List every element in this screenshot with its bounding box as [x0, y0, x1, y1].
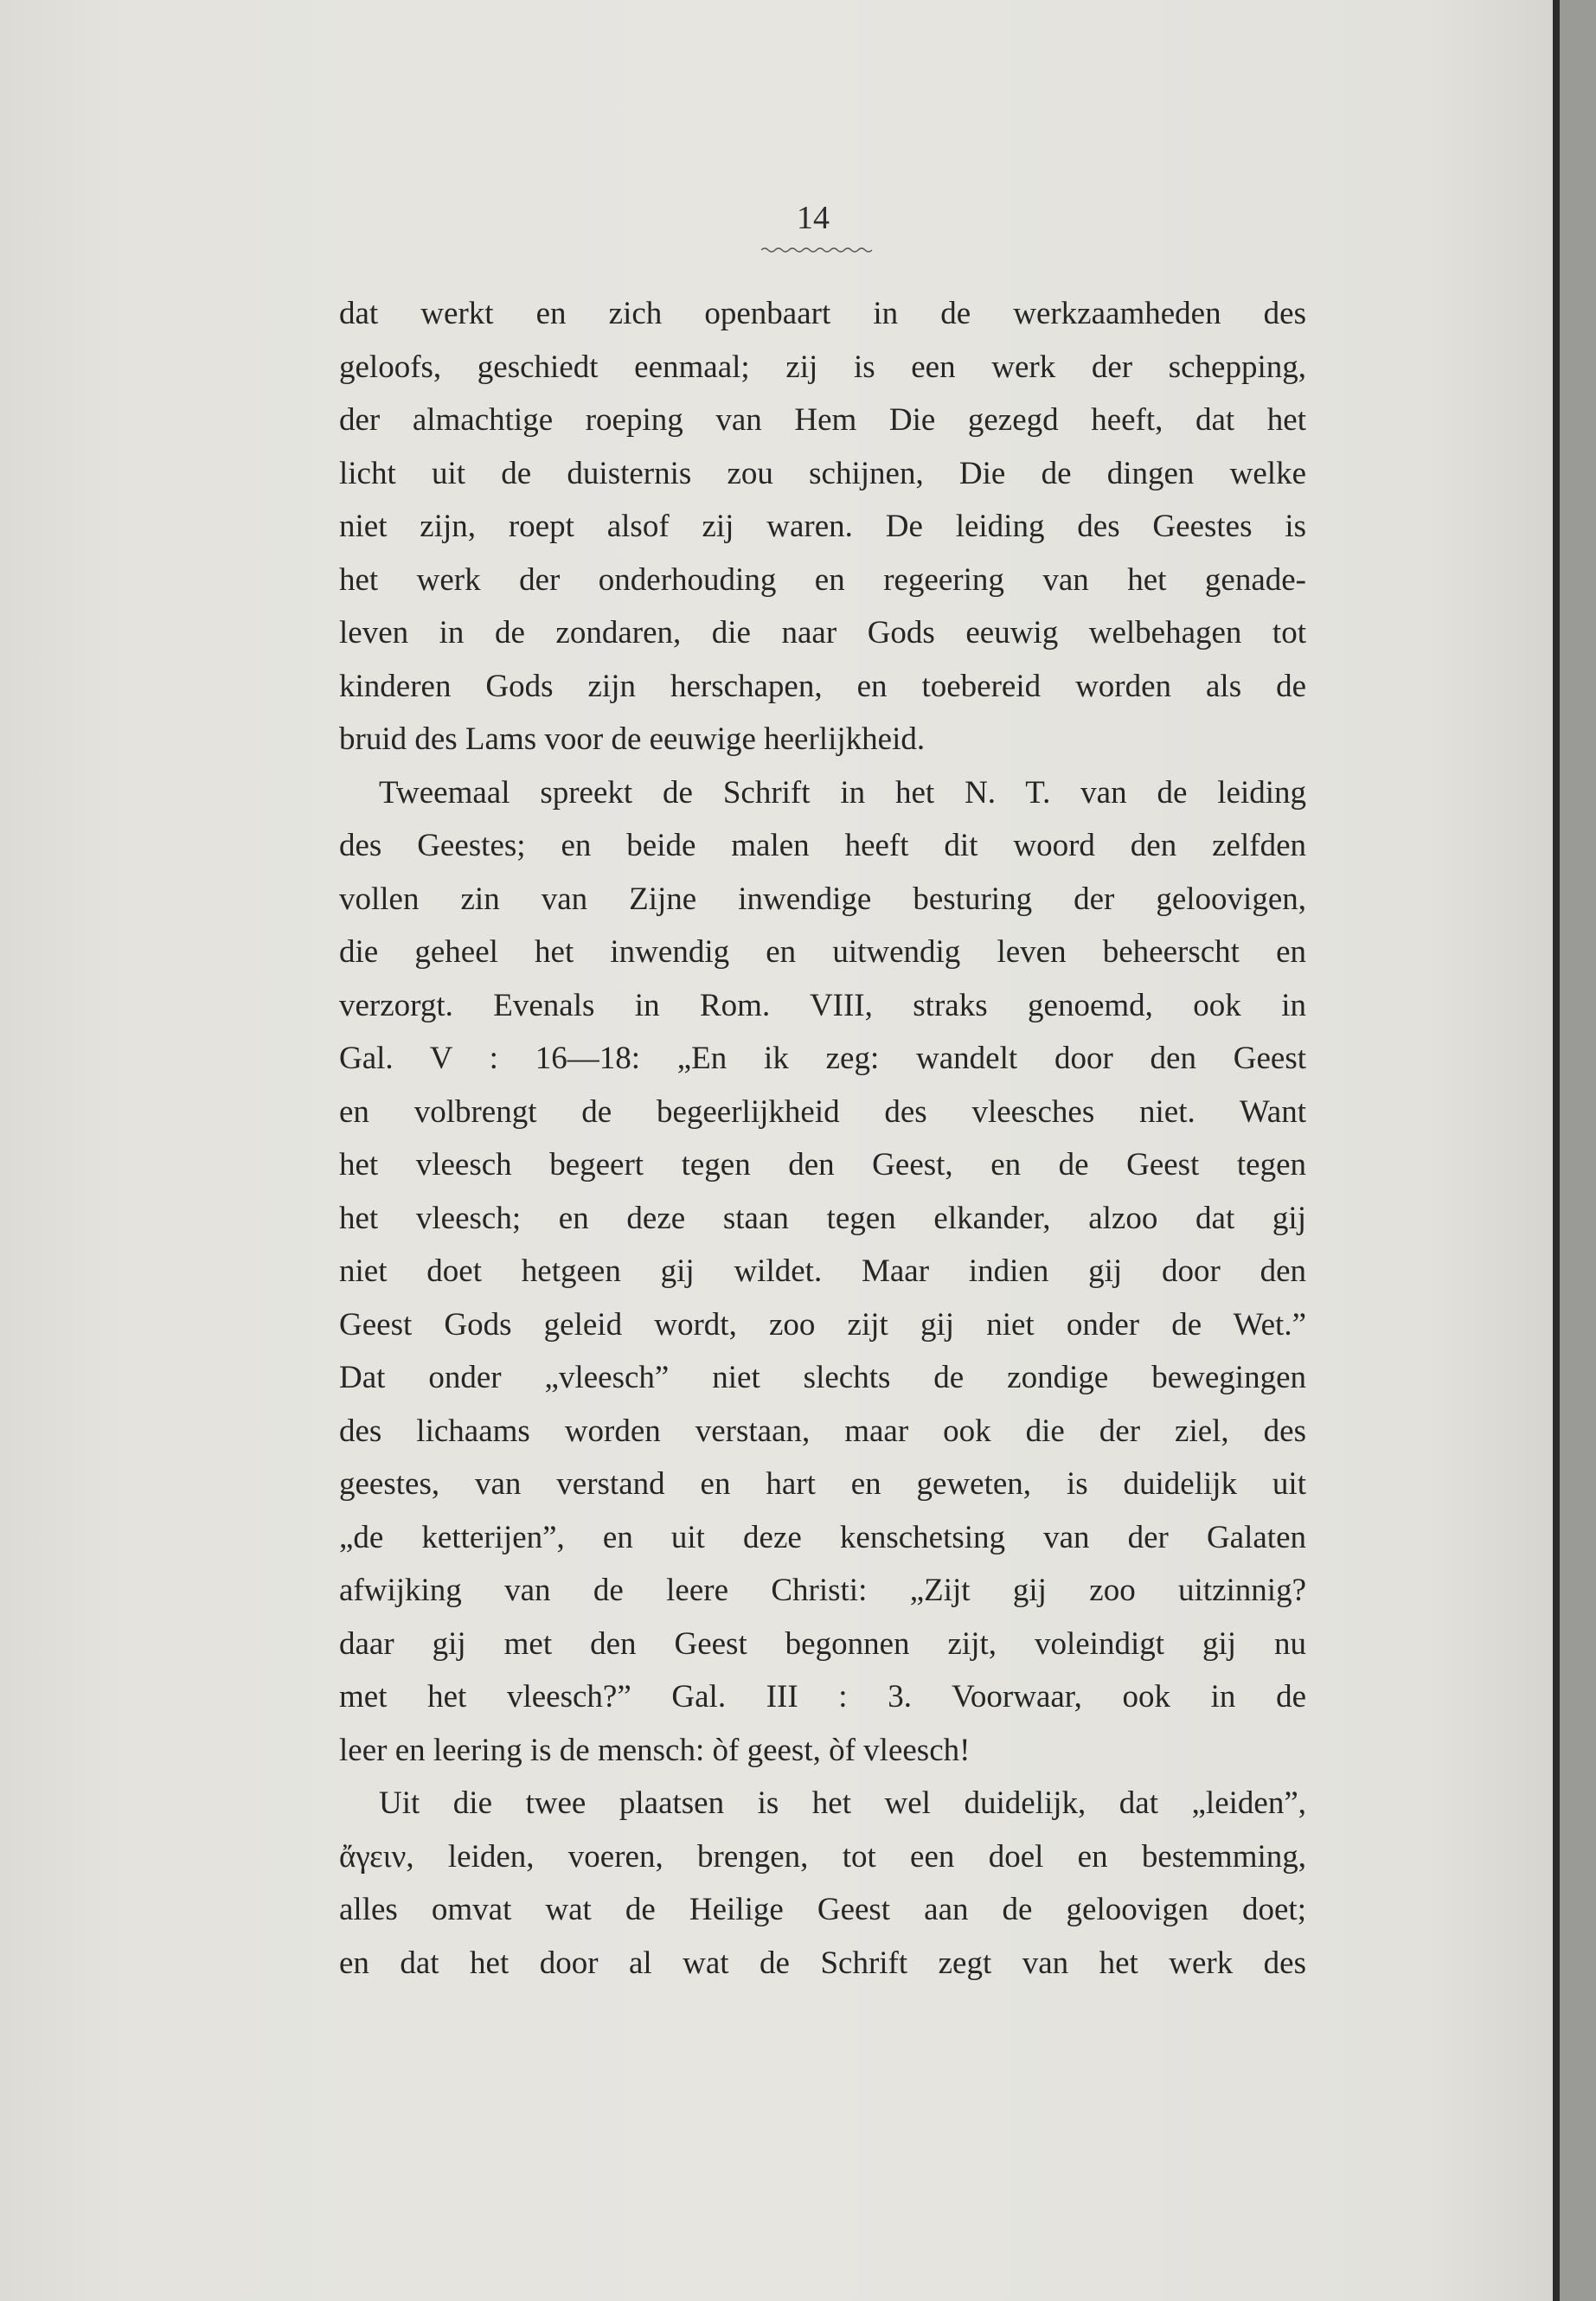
body-text	[339, 287, 1306, 1990]
text-line: Tweemaal spreekt de Schrift in het N. T. van de leiding	[379, 774, 1306, 811]
text-line: die geheel het inwendig en uitwendig leven beheerscht en	[339, 934, 1306, 970]
text-line: leven in de zondaren, die naar Gods eeuwig welbehagen tot	[339, 615, 1306, 651]
text-line: leer en leering is de mensch: òf geest, òf vleesch!	[339, 1732, 971, 1768]
text-line: en dat het door al wat de Schrift zegt van het werk des	[339, 1945, 1306, 1981]
text-line: niet zijn, roept alsof zij waren. De leiding des Geestes is	[339, 509, 1306, 544]
text-line: verzorgt. Evenals in Rom. VIII, straks genoemd, ook in	[339, 987, 1306, 1023]
page-edge	[1553, 0, 1560, 2301]
text-line: Geest Gods geleid wordt, zoo zijt gij niet onder de Wet.”	[339, 1306, 1306, 1343]
text-line: geestes, van verstand en hart en geweten, is duidelijk uit	[339, 1466, 1306, 1502]
text-line: dat werkt en zich openbaart in de werkzaamheden des	[339, 296, 1306, 331]
text-line: vollen zin van Zijne inwendige besturing der geloovigen,	[339, 881, 1306, 917]
text-line: geloofs, geschiedt eenmaal; zij is een werk der schepping,	[339, 349, 1306, 385]
text-line: Gal. V : 16—18: „En ik zeg: wandelt door den Geest	[339, 1041, 1306, 1076]
text-line: des Geestes; en beide malen heeft dit woord den zelfden	[339, 828, 1306, 863]
page-number: 14	[797, 200, 830, 236]
text-line: Dat onder „vleesch” niet slechts de zondige bewegingen	[339, 1360, 1306, 1395]
text-line: daar gij met den Geest begonnen zijt, voleindigt gij nu	[339, 1625, 1306, 1662]
text-line: ἄγειν, leiden, voeren, brengen, tot een doel en bestemming,	[339, 1838, 1306, 1875]
text-line: Uit die twee plaatsen is het wel duidelijk, dat „leiden”,	[379, 1785, 1306, 1821]
text-line: en volbrengt de begeerlijkheid des vleesches niet. Want	[339, 1093, 1306, 1130]
text-line: „de ketterijen”, en uit deze kenschetsing van der Galaten	[339, 1519, 1306, 1555]
text-line: alles omvat wat de Heilige Geest aan de geloovigen doet;	[339, 1892, 1306, 1927]
text-line: niet doet hetgeen gij wildet. Maar indien gij door den	[339, 1253, 1306, 1289]
text-line: licht uit de duisternis zou schijnen, Die de dingen welke	[339, 455, 1306, 491]
scan-background	[1560, 0, 1596, 2301]
text-line: afwijking van de leere Christi: „Zijt gij zoo uitzinnig?	[339, 1573, 1306, 1608]
text-line: bruid des Lams voor de eeuwige heerlijkheid.	[339, 721, 926, 757]
text-line: des lichaams worden verstaan, maar ook die der ziel, des	[339, 1413, 1306, 1449]
text-line: het werk der onderhouding en regeering van het genade-	[339, 561, 1306, 598]
text-line: het vleesch begeert tegen den Geest, en de Geest tegen	[339, 1147, 1306, 1183]
text-line: der almachtige roeping van Hem Die gezegd heeft, dat het	[339, 402, 1306, 438]
page-number-ornament	[761, 246, 874, 254]
text-line: het vleesch; en deze staan tegen elkander, alzoo dat gij	[339, 1200, 1306, 1236]
text-line: kinderen Gods zijn herschapen, en toebereid worden als de	[339, 668, 1306, 704]
text-line: met het vleesch?” Gal. III : 3. Voorwaar, ook in de	[339, 1679, 1306, 1715]
